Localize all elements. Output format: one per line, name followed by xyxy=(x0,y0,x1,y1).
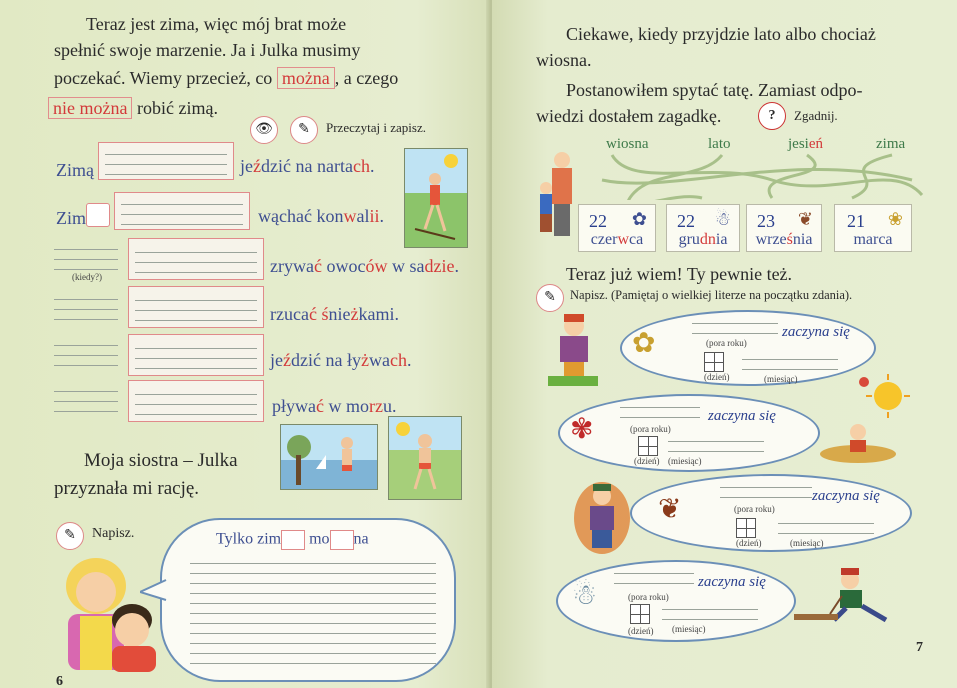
row1-d: ch xyxy=(352,156,370,176)
row6-a: pływa xyxy=(272,396,316,416)
girl-and-boy-illustration xyxy=(54,556,166,674)
pencil-icon: ✎ xyxy=(290,116,318,144)
wheat-icon: ❀ xyxy=(887,209,903,229)
word-nie-mozna: nie można xyxy=(48,97,132,119)
row1-answer-box[interactable] xyxy=(98,142,234,180)
row5-g: . xyxy=(406,350,412,370)
row1-a: je xyxy=(240,156,253,176)
spring-flowers-icon: ✿ xyxy=(632,328,656,359)
m1c: ca xyxy=(629,231,644,248)
cloud4-season-lines[interactable] xyxy=(614,564,694,584)
question-icon: ? xyxy=(758,102,786,130)
row3-a: zrywa xyxy=(270,256,314,276)
cloud2-season-lines[interactable] xyxy=(620,398,700,418)
row1-b: ź xyxy=(253,156,261,176)
season-lato: lato xyxy=(708,136,731,152)
row6-left-lines[interactable] xyxy=(54,382,118,412)
m3b: ś xyxy=(786,231,793,248)
m2a: gru xyxy=(678,231,700,248)
row6-b: ć xyxy=(316,396,324,416)
row1-activity xyxy=(240,152,374,180)
row4-e: nie xyxy=(328,304,351,324)
row5-d: ż xyxy=(360,350,369,370)
date-3-day: 23 xyxy=(757,211,775,231)
para1-line-2: wiosna. xyxy=(536,50,592,70)
m2b: dn xyxy=(699,231,716,248)
summer-flowers-icon: ✾ xyxy=(570,414,594,445)
intro-line-4-text: robić zimą. xyxy=(136,98,218,118)
date-card-2 xyxy=(666,204,740,252)
summer-sun-illustration xyxy=(818,374,914,466)
boy-field-picture xyxy=(388,416,462,500)
word-mozna: można xyxy=(277,67,335,89)
cloud4-miesiac: (miesiąc) xyxy=(672,624,706,634)
row2-d: ii xyxy=(369,206,380,226)
para1-line-1: Ciekawe, kiedy przyjdzie lato albo chociaż xyxy=(566,24,876,44)
row3-f: dzie xyxy=(424,256,455,276)
cloud4-pora-roku: (pora roku) xyxy=(628,592,669,602)
autumn-leaves-icon: ❦ xyxy=(658,494,682,525)
row4-b: ć xyxy=(308,304,317,324)
cloud3-day-grid[interactable] xyxy=(736,518,756,538)
jesien-b: eń xyxy=(808,136,824,152)
cloud4-day-grid[interactable] xyxy=(630,604,650,624)
skier-illustration xyxy=(405,149,467,247)
row5-f: ch xyxy=(389,350,407,370)
row1-label: Zimą xyxy=(56,160,94,180)
row5-e: wa xyxy=(368,350,390,370)
season-cloud-4 xyxy=(556,560,796,642)
cloud4-month-lines[interactable] xyxy=(662,600,758,620)
row5-b: ź xyxy=(283,350,291,370)
row6-answer-box[interactable] xyxy=(128,380,264,422)
row6-c: w mo xyxy=(324,396,369,416)
cloud2-day-grid[interactable] xyxy=(638,436,658,456)
chestnut-leaf-icon: ❦ xyxy=(797,209,813,229)
right-page xyxy=(492,0,957,688)
kiedy-label: (kiedy?) xyxy=(72,272,102,282)
row2-e: . xyxy=(379,206,384,226)
row2-b: w xyxy=(343,206,357,226)
row1-c: dzić na narta xyxy=(261,156,353,176)
row2-label: Zim xyxy=(56,208,86,228)
m1b: w xyxy=(617,231,629,248)
boy-autumn-illustration xyxy=(572,478,632,558)
bubble-box-1[interactable] xyxy=(281,530,305,550)
cloud2-pora-roku: (pora roku) xyxy=(630,424,671,434)
intro-line-1: Teraz jest zima, więc mój brat może xyxy=(86,14,347,34)
page-number-right: 7 xyxy=(916,640,923,655)
write-note: Napisz. (Pamiętaj o wielkiej literze na początku zdania). xyxy=(570,288,853,302)
date-1-day: 22 xyxy=(589,211,607,231)
cloud2-dzien: (dzień) xyxy=(634,456,660,466)
season-cloud-2 xyxy=(558,394,820,472)
row2-a: wąchać kon xyxy=(258,206,344,226)
cloud1-dzien: (dzień) xyxy=(704,372,730,382)
bubble-write-lines[interactable] xyxy=(190,554,436,664)
write-instruction: Napisz. xyxy=(92,526,135,541)
flower-icon: ✿ xyxy=(631,209,647,229)
row2-activity xyxy=(258,202,384,230)
bubble-c: na xyxy=(353,530,369,548)
jesien-a: jesi xyxy=(788,136,809,152)
bubble-a: Tylko zim xyxy=(216,530,282,548)
date-card-3 xyxy=(746,204,822,252)
date-card-1 xyxy=(578,204,656,252)
row5-c: dzić na ły xyxy=(291,350,361,370)
sister-line-1: Moja siostra – Julka xyxy=(84,450,238,471)
page-number-left: 6 xyxy=(56,674,63,688)
cloud2-month-lines[interactable] xyxy=(668,432,764,452)
row2-letter-box[interactable] xyxy=(86,203,110,227)
date-4-month: marca xyxy=(853,231,893,248)
season-cloud-3 xyxy=(630,474,912,552)
swimming-picture xyxy=(280,424,378,490)
intro-line-3-end: , a czego xyxy=(334,68,399,88)
m2c: ia xyxy=(715,231,728,248)
pencil-icon-right: ✎ xyxy=(536,284,564,312)
row5-left-lines[interactable] xyxy=(54,336,118,366)
instruction-read-write: Przeczytaj i zapisz. xyxy=(326,120,426,135)
cloud3-season-lines[interactable] xyxy=(720,478,812,498)
speech-bubble xyxy=(160,518,456,682)
row6-e: u. xyxy=(382,396,397,416)
cloud1-season-lines[interactable] xyxy=(692,314,778,334)
row5-answer-box[interactable] xyxy=(128,334,264,376)
row3-e: w sa xyxy=(387,256,425,276)
m1a: czer xyxy=(590,231,618,248)
cloud4-zaczyna-sie: zaczyna się xyxy=(698,574,766,590)
cloud1-zaczyna-sie: zaczyna się xyxy=(782,324,850,340)
row6-d: rz xyxy=(369,396,383,416)
cloud3-zaczyna-sie: zaczyna się xyxy=(812,488,880,504)
row3-d: ów xyxy=(365,256,388,276)
boy-sled-illustration xyxy=(790,566,906,628)
m3a: wrze xyxy=(755,231,787,248)
snowman-icon: ☃ xyxy=(714,209,731,229)
date-3-month xyxy=(747,231,821,249)
swim-illustration xyxy=(281,425,377,489)
para2-line-2: wiedzi dostałem zagadkę. xyxy=(536,106,722,126)
sister-line-2: przyznała mi rację. xyxy=(54,478,200,499)
season-wiosna: wiosna xyxy=(606,136,649,152)
cloud1-pora-roku: (pora roku) xyxy=(706,338,747,348)
bubble-text xyxy=(216,530,369,550)
boy-illustration xyxy=(389,417,461,499)
row5-a: je xyxy=(270,350,283,370)
row4-d: ś xyxy=(321,304,329,324)
now-i-know: Teraz już wiem! Ty pewnie też. xyxy=(566,264,793,284)
row4-answer-box[interactable] xyxy=(128,286,264,328)
intro-line-3-text: poczekać. Wiemy przecież, co xyxy=(54,68,273,88)
cloud3-dzien: (dzień) xyxy=(736,538,762,548)
cloud3-miesiac: (miesiąc) xyxy=(790,538,824,548)
eye-icon: 👁 xyxy=(250,116,278,144)
para2-line-1: Postanowiłem spytać tatę. Zamiast odpo- xyxy=(566,80,863,100)
row4-f: ż xyxy=(350,304,359,324)
row4-a: rzuca xyxy=(270,304,309,324)
row5-activity xyxy=(270,346,411,374)
bubble-b: mo xyxy=(309,530,330,548)
bubble-box-2[interactable] xyxy=(330,530,354,550)
cloud3-month-lines[interactable] xyxy=(778,514,874,534)
cloud1-month-lines[interactable] xyxy=(742,350,838,370)
row3-g: . xyxy=(454,256,459,276)
maze-lines xyxy=(592,150,932,200)
row3-answer-box[interactable] xyxy=(128,238,264,280)
intro-line-2: spełnić swoje marzenie. Ja i Julka musimy xyxy=(54,40,361,60)
row3-activity xyxy=(270,252,459,280)
skier-picture xyxy=(404,148,468,248)
intro-line-3 xyxy=(54,64,398,92)
riddle-label: Zgadnij. xyxy=(794,108,838,123)
date-card-4 xyxy=(834,204,912,252)
cloud1-day-grid[interactable] xyxy=(704,352,724,372)
cloud3-pora-roku: (pora roku) xyxy=(734,504,775,514)
row2-c: al xyxy=(356,206,370,226)
date-2-month xyxy=(667,231,739,249)
row1-e: . xyxy=(369,156,375,176)
cloud2-miesiac: (miesiąc) xyxy=(668,456,702,466)
season-zima: zima xyxy=(876,136,906,152)
row3-left-lines[interactable] xyxy=(54,240,118,270)
row6-activity xyxy=(272,392,396,420)
m3c: nia xyxy=(792,231,813,248)
intro-line-4 xyxy=(48,94,218,122)
row4-activity xyxy=(270,300,399,328)
row2-answer-box[interactable] xyxy=(114,192,250,230)
cloud4-dzien: (dzień) xyxy=(628,626,654,636)
cloud1-miesiac: (miesiąc) xyxy=(764,374,798,384)
date-1-month xyxy=(579,231,655,249)
winter-snowman-icon: ☃ xyxy=(572,580,598,611)
boy-spring-illustration xyxy=(546,312,600,388)
date-2-day: 22 xyxy=(677,211,695,231)
row3-b: ć xyxy=(313,256,322,276)
row4-left-lines[interactable] xyxy=(54,290,118,320)
row4-g: kami. xyxy=(358,304,399,324)
row3-c: owoc xyxy=(321,256,366,276)
date-4-day: 21 xyxy=(847,211,865,231)
cloud2-zaczyna-sie: zaczyna się xyxy=(708,408,776,424)
pencil-icon-write: ✎ xyxy=(56,522,84,550)
